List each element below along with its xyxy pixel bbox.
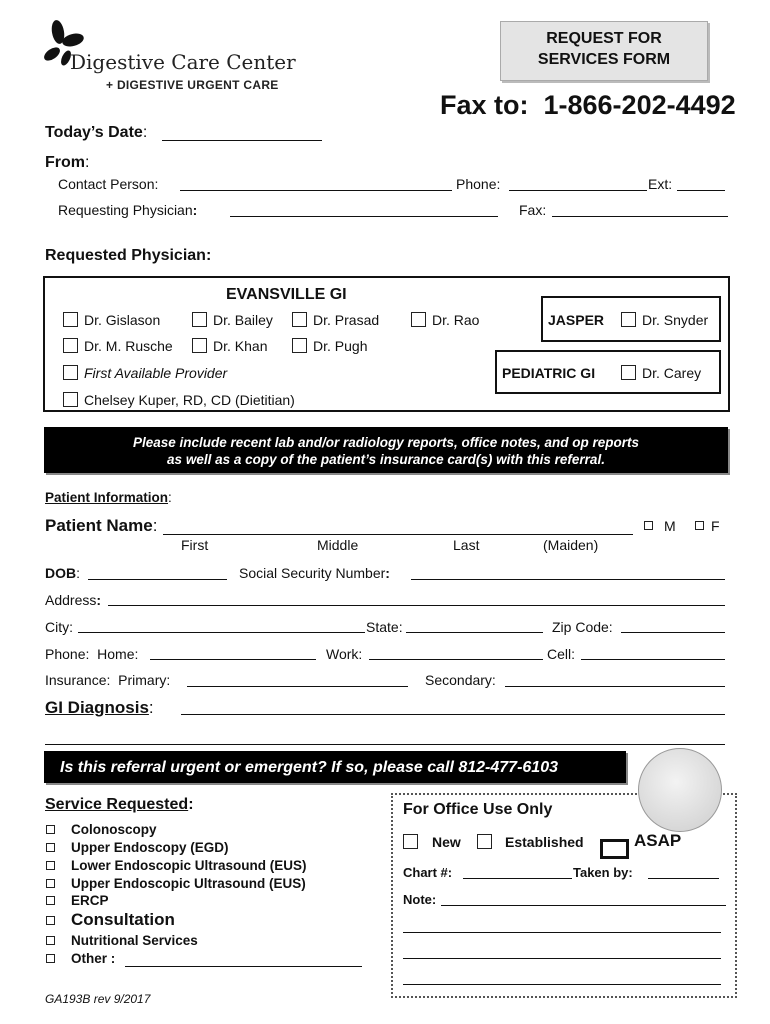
ext-field[interactable] bbox=[677, 190, 725, 191]
requesting-physician-field[interactable] bbox=[230, 216, 498, 217]
cell-phone-field[interactable] bbox=[581, 659, 725, 660]
patient-info-colon: : bbox=[168, 490, 172, 505]
chart-number-label: Chart #: bbox=[403, 865, 453, 880]
label-dr-bailey: Dr. Bailey bbox=[213, 312, 273, 328]
primary-insurance-field[interactable] bbox=[187, 686, 408, 687]
label-dietitian: Chelsey Kuper, RD, CD (Dietitian) bbox=[84, 392, 295, 408]
zip-field[interactable] bbox=[621, 632, 725, 633]
chart-number-field[interactable] bbox=[463, 878, 572, 879]
ssn-colon: : bbox=[385, 565, 390, 581]
sub-middle: Middle bbox=[317, 537, 359, 553]
dob-colon: : bbox=[76, 565, 81, 581]
taken-by-field[interactable] bbox=[648, 878, 719, 879]
request-form-line2: SERVICES FORM bbox=[537, 51, 671, 68]
fax-field[interactable] bbox=[552, 216, 728, 217]
fax-label: Fax: bbox=[519, 202, 547, 218]
requested-physician-label: Requested Physician: bbox=[45, 247, 212, 264]
insurance-label: Insurance: Primary: bbox=[45, 672, 171, 688]
label-other: Other : bbox=[71, 951, 116, 966]
phone-label: Phone: bbox=[456, 176, 501, 192]
checkbox-dr-rao[interactable] bbox=[411, 312, 426, 327]
label-egd: Upper Endoscopy (EGD) bbox=[71, 840, 229, 855]
checkbox-dr-pugh[interactable] bbox=[292, 338, 307, 353]
checkbox-dr-bailey[interactable] bbox=[192, 312, 207, 327]
label-colonoscopy: Colonoscopy bbox=[71, 822, 157, 837]
todays-date-colon: : bbox=[142, 124, 148, 141]
office-use-title: For Office Use Only bbox=[403, 801, 553, 818]
ssn-field[interactable] bbox=[411, 579, 725, 580]
phone-field[interactable] bbox=[509, 190, 647, 191]
label-first-available: First Available Provider bbox=[84, 365, 228, 381]
label-sex-m: M bbox=[664, 518, 676, 534]
work-label: Work: bbox=[326, 646, 363, 662]
secondary-label: Secondary: bbox=[425, 672, 496, 688]
label-dr-carey: Dr. Carey bbox=[642, 365, 702, 381]
label-dr-pugh: Dr. Pugh bbox=[313, 338, 368, 354]
note-field-2[interactable] bbox=[403, 932, 721, 933]
address-text: Address bbox=[45, 592, 97, 608]
label-dr-rao: Dr. Rao bbox=[432, 312, 480, 328]
note-field-1[interactable] bbox=[441, 905, 726, 906]
notice-line1: Please include recent lab and/or radiology reports, office notes, and op reports bbox=[132, 435, 640, 450]
cell-label: Cell: bbox=[547, 646, 576, 662]
service-requested-text: Service Requested bbox=[45, 796, 189, 813]
todays-date-text: Today’s Date bbox=[45, 124, 143, 141]
label-dr-prasad: Dr. Prasad bbox=[313, 312, 380, 328]
patient-info-text: Patient Information bbox=[45, 490, 169, 505]
ssn-label bbox=[239, 565, 390, 581]
label-established: Established bbox=[505, 834, 584, 850]
notice-banner bbox=[44, 427, 728, 473]
checkbox-consultation[interactable] bbox=[46, 916, 55, 925]
label-nutritional: Nutritional Services bbox=[71, 933, 198, 948]
patient-name-field[interactable] bbox=[163, 534, 633, 535]
label-dr-gislason: Dr. Gislason bbox=[84, 312, 161, 328]
patient-name-label bbox=[45, 516, 157, 536]
patient-phone-home: : Home: bbox=[85, 646, 139, 662]
from-colon: : bbox=[85, 154, 90, 171]
gi-diagnosis-label bbox=[45, 698, 154, 718]
logo bbox=[40, 18, 310, 96]
secondary-insurance-field[interactable] bbox=[505, 686, 725, 687]
todays-date-field[interactable] bbox=[162, 140, 322, 141]
service-requested-label bbox=[45, 796, 194, 814]
patient-name-text: Patient Name bbox=[45, 516, 153, 535]
checkbox-lower-eus[interactable] bbox=[46, 861, 55, 870]
service-requested-colon: : bbox=[188, 796, 194, 813]
other-service-field[interactable] bbox=[125, 966, 362, 967]
state-field[interactable] bbox=[406, 632, 543, 633]
taken-by-label: Taken by: bbox=[573, 865, 633, 880]
home-phone-field[interactable] bbox=[150, 659, 316, 660]
ssn-text: Social Security Number bbox=[239, 565, 386, 581]
from-text: From bbox=[45, 154, 85, 171]
gi-diagnosis-colon: : bbox=[148, 698, 154, 717]
patient-info-label bbox=[45, 490, 172, 505]
checkbox-sex-f[interactable] bbox=[695, 521, 704, 530]
dob-field[interactable] bbox=[88, 579, 227, 580]
notice-line2: as well as a copy of the patient’s insurance card(s) with this referral. bbox=[167, 452, 605, 467]
sub-first: First bbox=[181, 537, 209, 553]
label-asap: ASAP bbox=[634, 831, 682, 850]
checkbox-egd[interactable] bbox=[46, 843, 55, 852]
label-ercp: ERCP bbox=[71, 893, 109, 908]
label-upper-eus: Upper Endoscopic Ultrasound (EUS) bbox=[71, 876, 306, 891]
checkbox-dr-prasad[interactable] bbox=[292, 312, 307, 327]
label-lower-eus: Lower Endoscopic Ultrasound (EUS) bbox=[71, 858, 307, 873]
checkbox-ercp[interactable] bbox=[46, 896, 55, 905]
sub-last: Last bbox=[453, 537, 480, 553]
checkbox-dietitian[interactable] bbox=[63, 392, 78, 407]
checkbox-established[interactable] bbox=[477, 834, 492, 849]
form-code: GA193B rev 9/2017 bbox=[45, 992, 151, 1006]
checkbox-dr-khan[interactable] bbox=[192, 338, 207, 353]
address-label bbox=[45, 592, 101, 608]
label-dr-snyder: Dr. Snyder bbox=[642, 312, 709, 328]
work-phone-field[interactable] bbox=[369, 659, 543, 660]
checkbox-dr-snyder[interactable] bbox=[621, 312, 636, 327]
address-field[interactable] bbox=[108, 605, 725, 606]
patient-name-colon: : bbox=[152, 516, 158, 535]
gi-diagnosis-text: GI Diagnosis bbox=[45, 698, 149, 717]
zip-label: Zip Code: bbox=[552, 619, 613, 635]
contact-person-label: Contact Person: bbox=[58, 176, 159, 192]
state-label: State: bbox=[366, 619, 403, 635]
todays-date-label bbox=[45, 124, 147, 142]
label-new: New bbox=[432, 834, 461, 850]
note-field-4[interactable] bbox=[403, 984, 721, 985]
address-colon: : bbox=[96, 592, 102, 608]
logo-subtitle: + DIGESTIVE URGENT CARE bbox=[106, 78, 279, 92]
fax-to: Fax to: 1-866-202-4492 bbox=[440, 90, 736, 120]
checkbox-sex-m[interactable] bbox=[644, 521, 653, 530]
dob-label bbox=[45, 565, 80, 581]
city-label: City: bbox=[45, 619, 73, 635]
checkbox-new[interactable] bbox=[403, 834, 418, 849]
label-dr-khan: Dr. Khan bbox=[213, 338, 268, 354]
ext-label: Ext: bbox=[648, 176, 673, 192]
patient-phone-text: Phone bbox=[45, 646, 86, 662]
checkbox-other[interactable] bbox=[46, 954, 55, 963]
checkbox-nutritional[interactable] bbox=[46, 936, 55, 945]
contact-person-field[interactable] bbox=[180, 190, 452, 191]
city-field[interactable] bbox=[78, 632, 365, 633]
request-form-box bbox=[500, 21, 708, 81]
request-form-line1: REQUEST FOR bbox=[546, 30, 662, 47]
checkbox-dr-carey[interactable] bbox=[621, 365, 636, 380]
requesting-physician-label bbox=[58, 202, 197, 218]
urgent-text: Is this referral urgent or emergent? If so, please call 812-477-6103 bbox=[60, 759, 558, 776]
gi-diagnosis-field[interactable] bbox=[181, 714, 725, 715]
dob-text: DOB bbox=[45, 565, 77, 581]
checkbox-first-available[interactable] bbox=[63, 365, 78, 380]
checkbox-dr-gislason[interactable] bbox=[63, 312, 78, 327]
office-stamp-circle bbox=[638, 748, 722, 832]
checkbox-colonoscopy[interactable] bbox=[46, 825, 55, 834]
gi-diagnosis-field-2[interactable] bbox=[45, 744, 725, 745]
pediatric-gi-label: PEDIATRIC GI bbox=[502, 365, 596, 381]
checkbox-upper-eus[interactable] bbox=[46, 879, 55, 888]
label-consultation: Consultation bbox=[71, 910, 175, 929]
label-sex-f: F bbox=[711, 518, 720, 534]
checkbox-dr-m-rusche[interactable] bbox=[63, 338, 78, 353]
requesting-physician-colon: : bbox=[192, 202, 198, 218]
urgent-banner bbox=[44, 751, 626, 783]
note-label: Note: bbox=[403, 892, 437, 907]
evansville-gi-title: EVANSVILLE GI bbox=[226, 286, 347, 303]
label-dr-m-rusche: Dr. M. Rusche bbox=[84, 338, 173, 354]
logo-title: Digestive Care Center bbox=[70, 50, 296, 74]
sub-maiden: (Maiden) bbox=[543, 537, 599, 553]
jasper-label: JASPER bbox=[548, 312, 605, 328]
requesting-physician-text: Requesting Physician bbox=[58, 202, 193, 218]
from-label bbox=[45, 154, 89, 172]
patient-phone-label bbox=[45, 646, 138, 662]
note-field-3[interactable] bbox=[403, 958, 721, 959]
checkbox-asap[interactable] bbox=[600, 839, 629, 859]
